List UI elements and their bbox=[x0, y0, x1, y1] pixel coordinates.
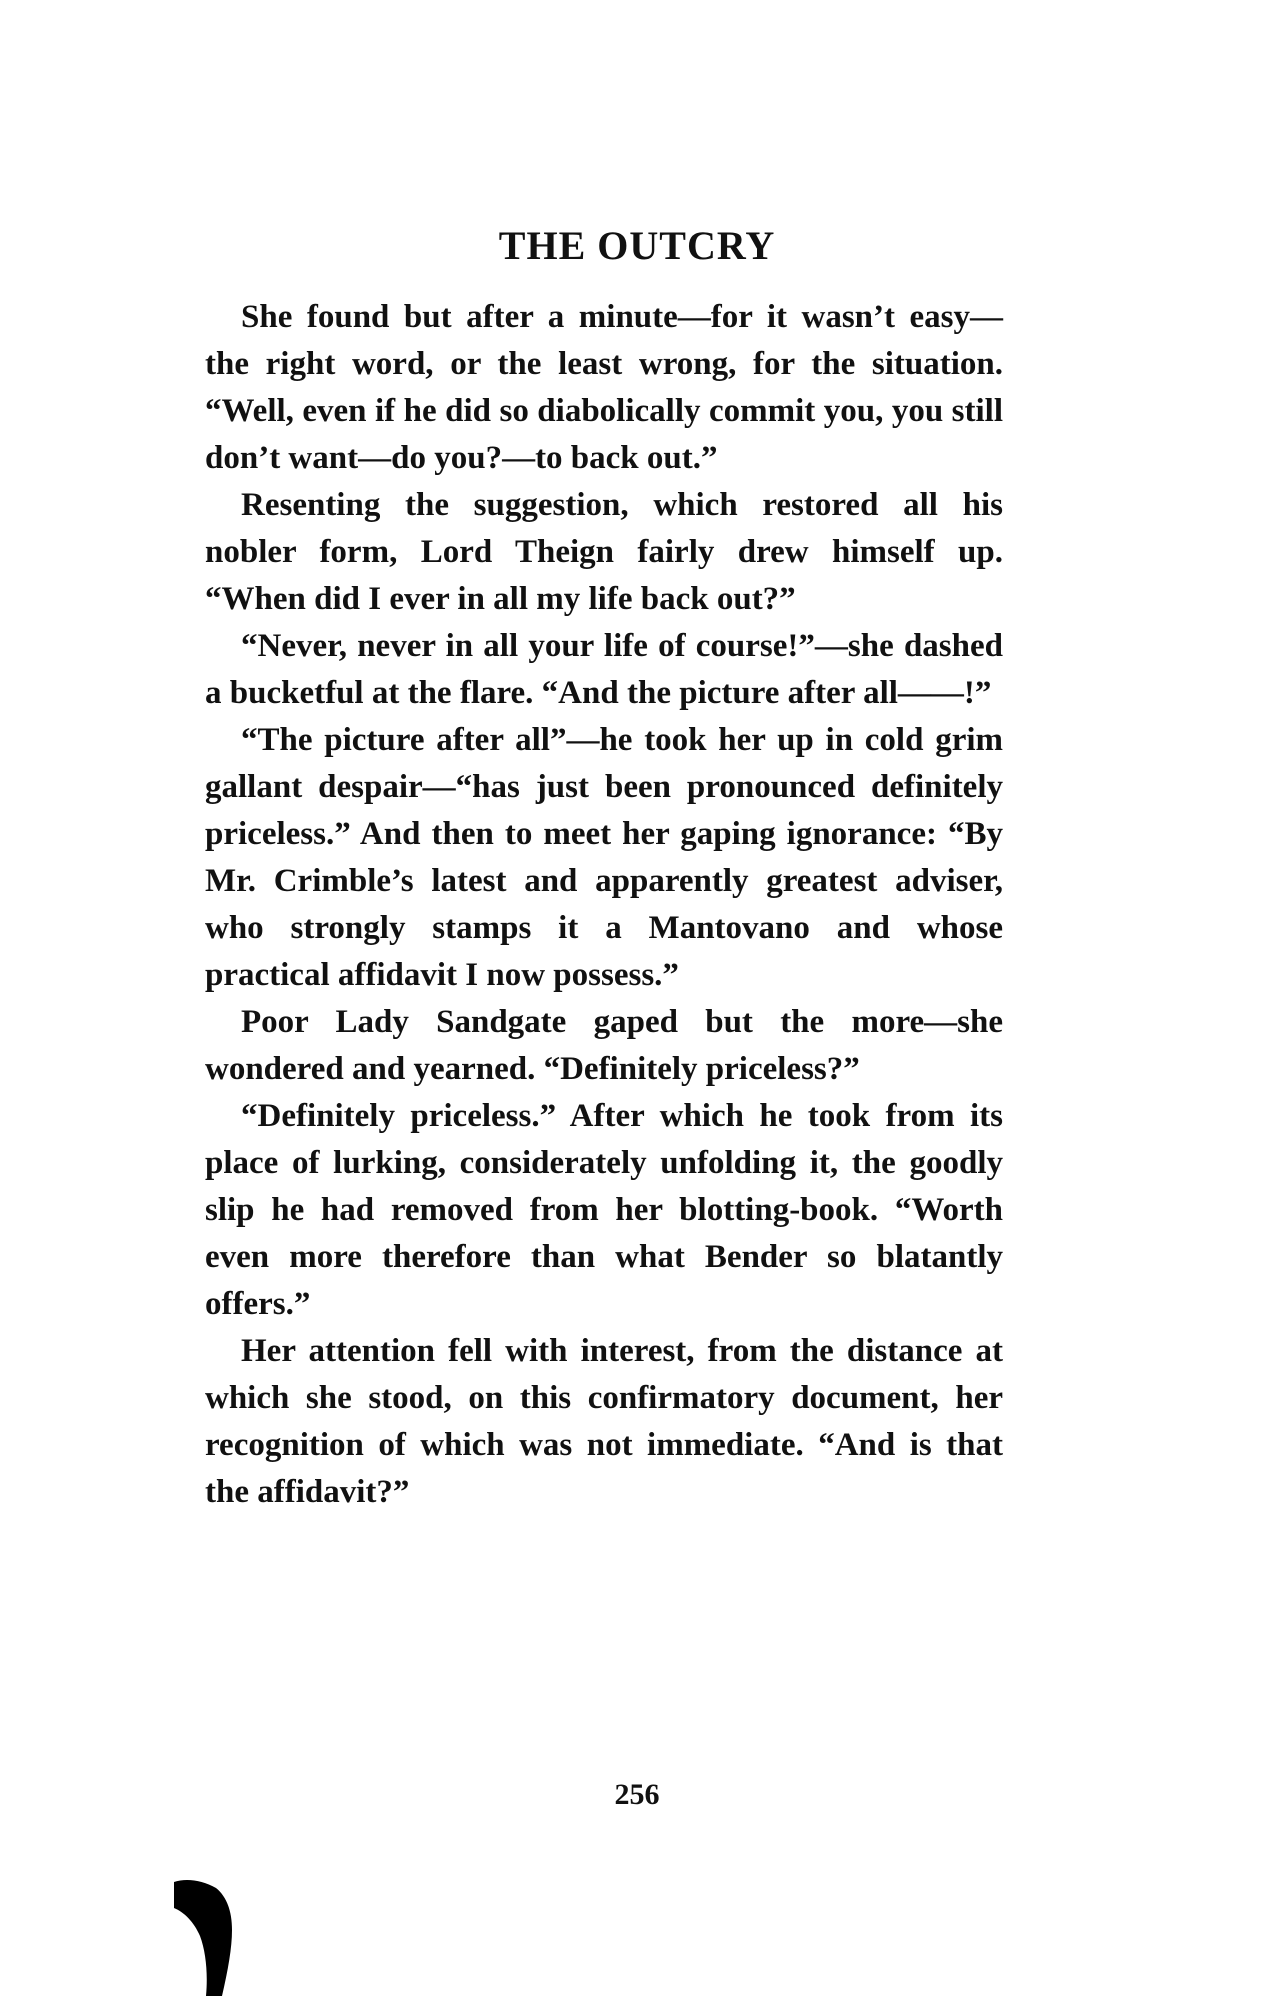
paragraph: “Definitely priceless.” After which he took from its place of lurking, considerately unfolding it, the goodly slip he had removed from her blotting-book. “Worth even more therefore than what Bender so blatantly offers.” bbox=[205, 1098, 1003, 1322]
paragraph: Poor Lady Sandgate gaped but the more—she wondered and yearned. “Definitely priceless?” bbox=[205, 1004, 1003, 1087]
paragraph: “The picture after all”—he took her up in cold grim gallant despair—“has just been pronounced definitely priceless.” And then to meet her gaping ignorance: “By Mr. Crimble’s latest and apparently greatest adviser, who strongly stamps it a Mantovano and whose practical affidavit I now possess.” bbox=[205, 722, 1003, 993]
body-text bbox=[205, 294, 1003, 1516]
paragraph: Her attention fell with interest, from the distance at which she stood, on this confirmatory document, her recognition of which was not immediate. “And is that the affidavit?” bbox=[205, 1333, 1003, 1510]
paragraph: Resenting the suggestion, which restored all his nobler form, Lord Theign fairly drew himself up. “When did I ever in all my life back out?” bbox=[205, 487, 1003, 617]
page-number: 256 bbox=[614, 1778, 660, 1811]
running-head: THE OUTCRY bbox=[498, 223, 776, 268]
ink-blot-mark bbox=[172, 1878, 236, 1998]
paragraph: She found but after a minute—for it wasn’t easy— the right word, or the least wrong, for the situation. “Well, even if he did so diabolically commit you, you still don’t want—do you?—to back out.” bbox=[205, 299, 1003, 476]
paragraph: “Never, never in all your life of course!”—she dashed a bucketful at the flare. “And the picture after all——!” bbox=[205, 628, 1003, 711]
